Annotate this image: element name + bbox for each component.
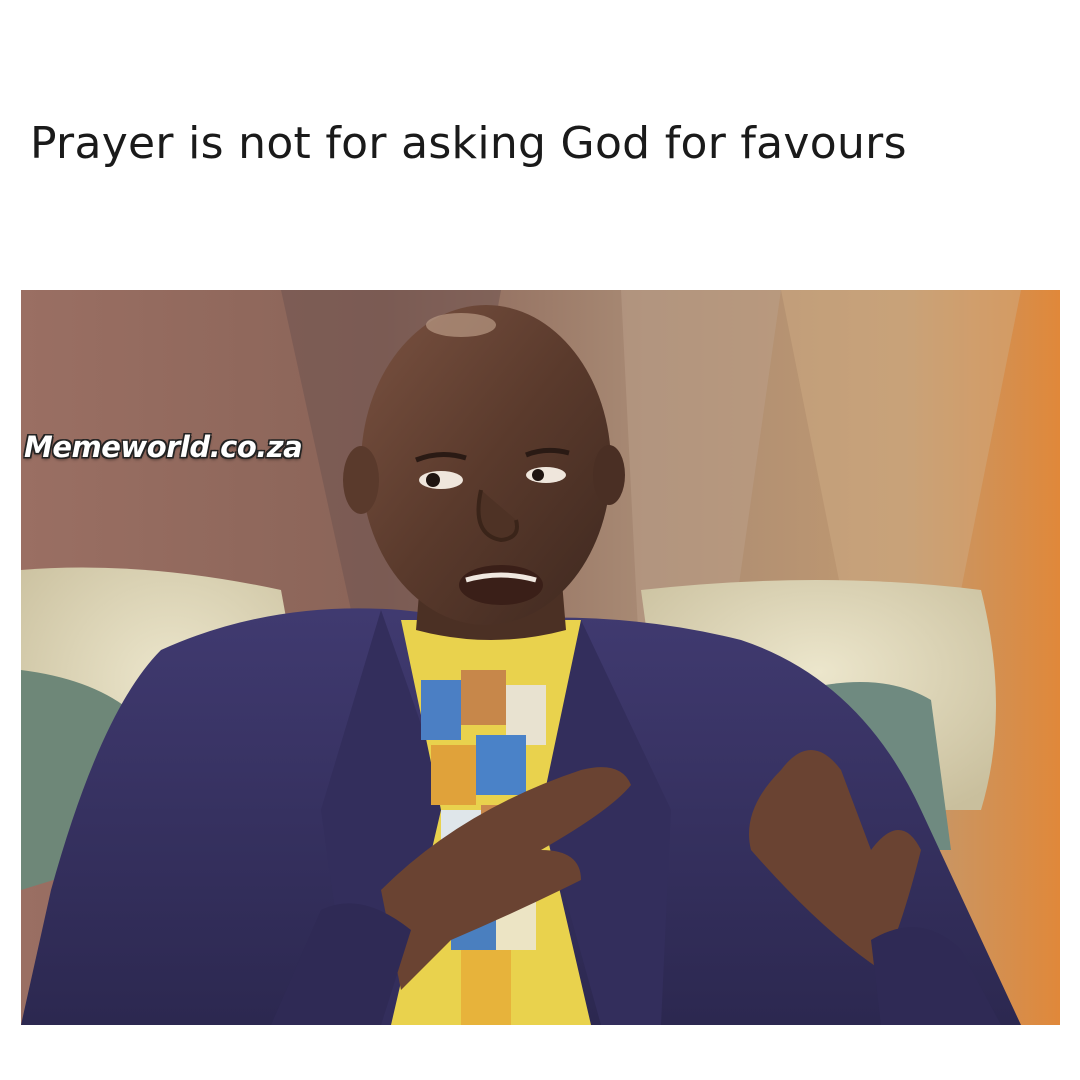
watermark-text: Memeworld.co.za bbox=[24, 430, 303, 464]
meme-photo bbox=[21, 290, 1060, 1025]
man-gesturing-photo-icon bbox=[21, 290, 1060, 1025]
meme-caption: Prayer is not for asking God for favours bbox=[30, 118, 907, 169]
